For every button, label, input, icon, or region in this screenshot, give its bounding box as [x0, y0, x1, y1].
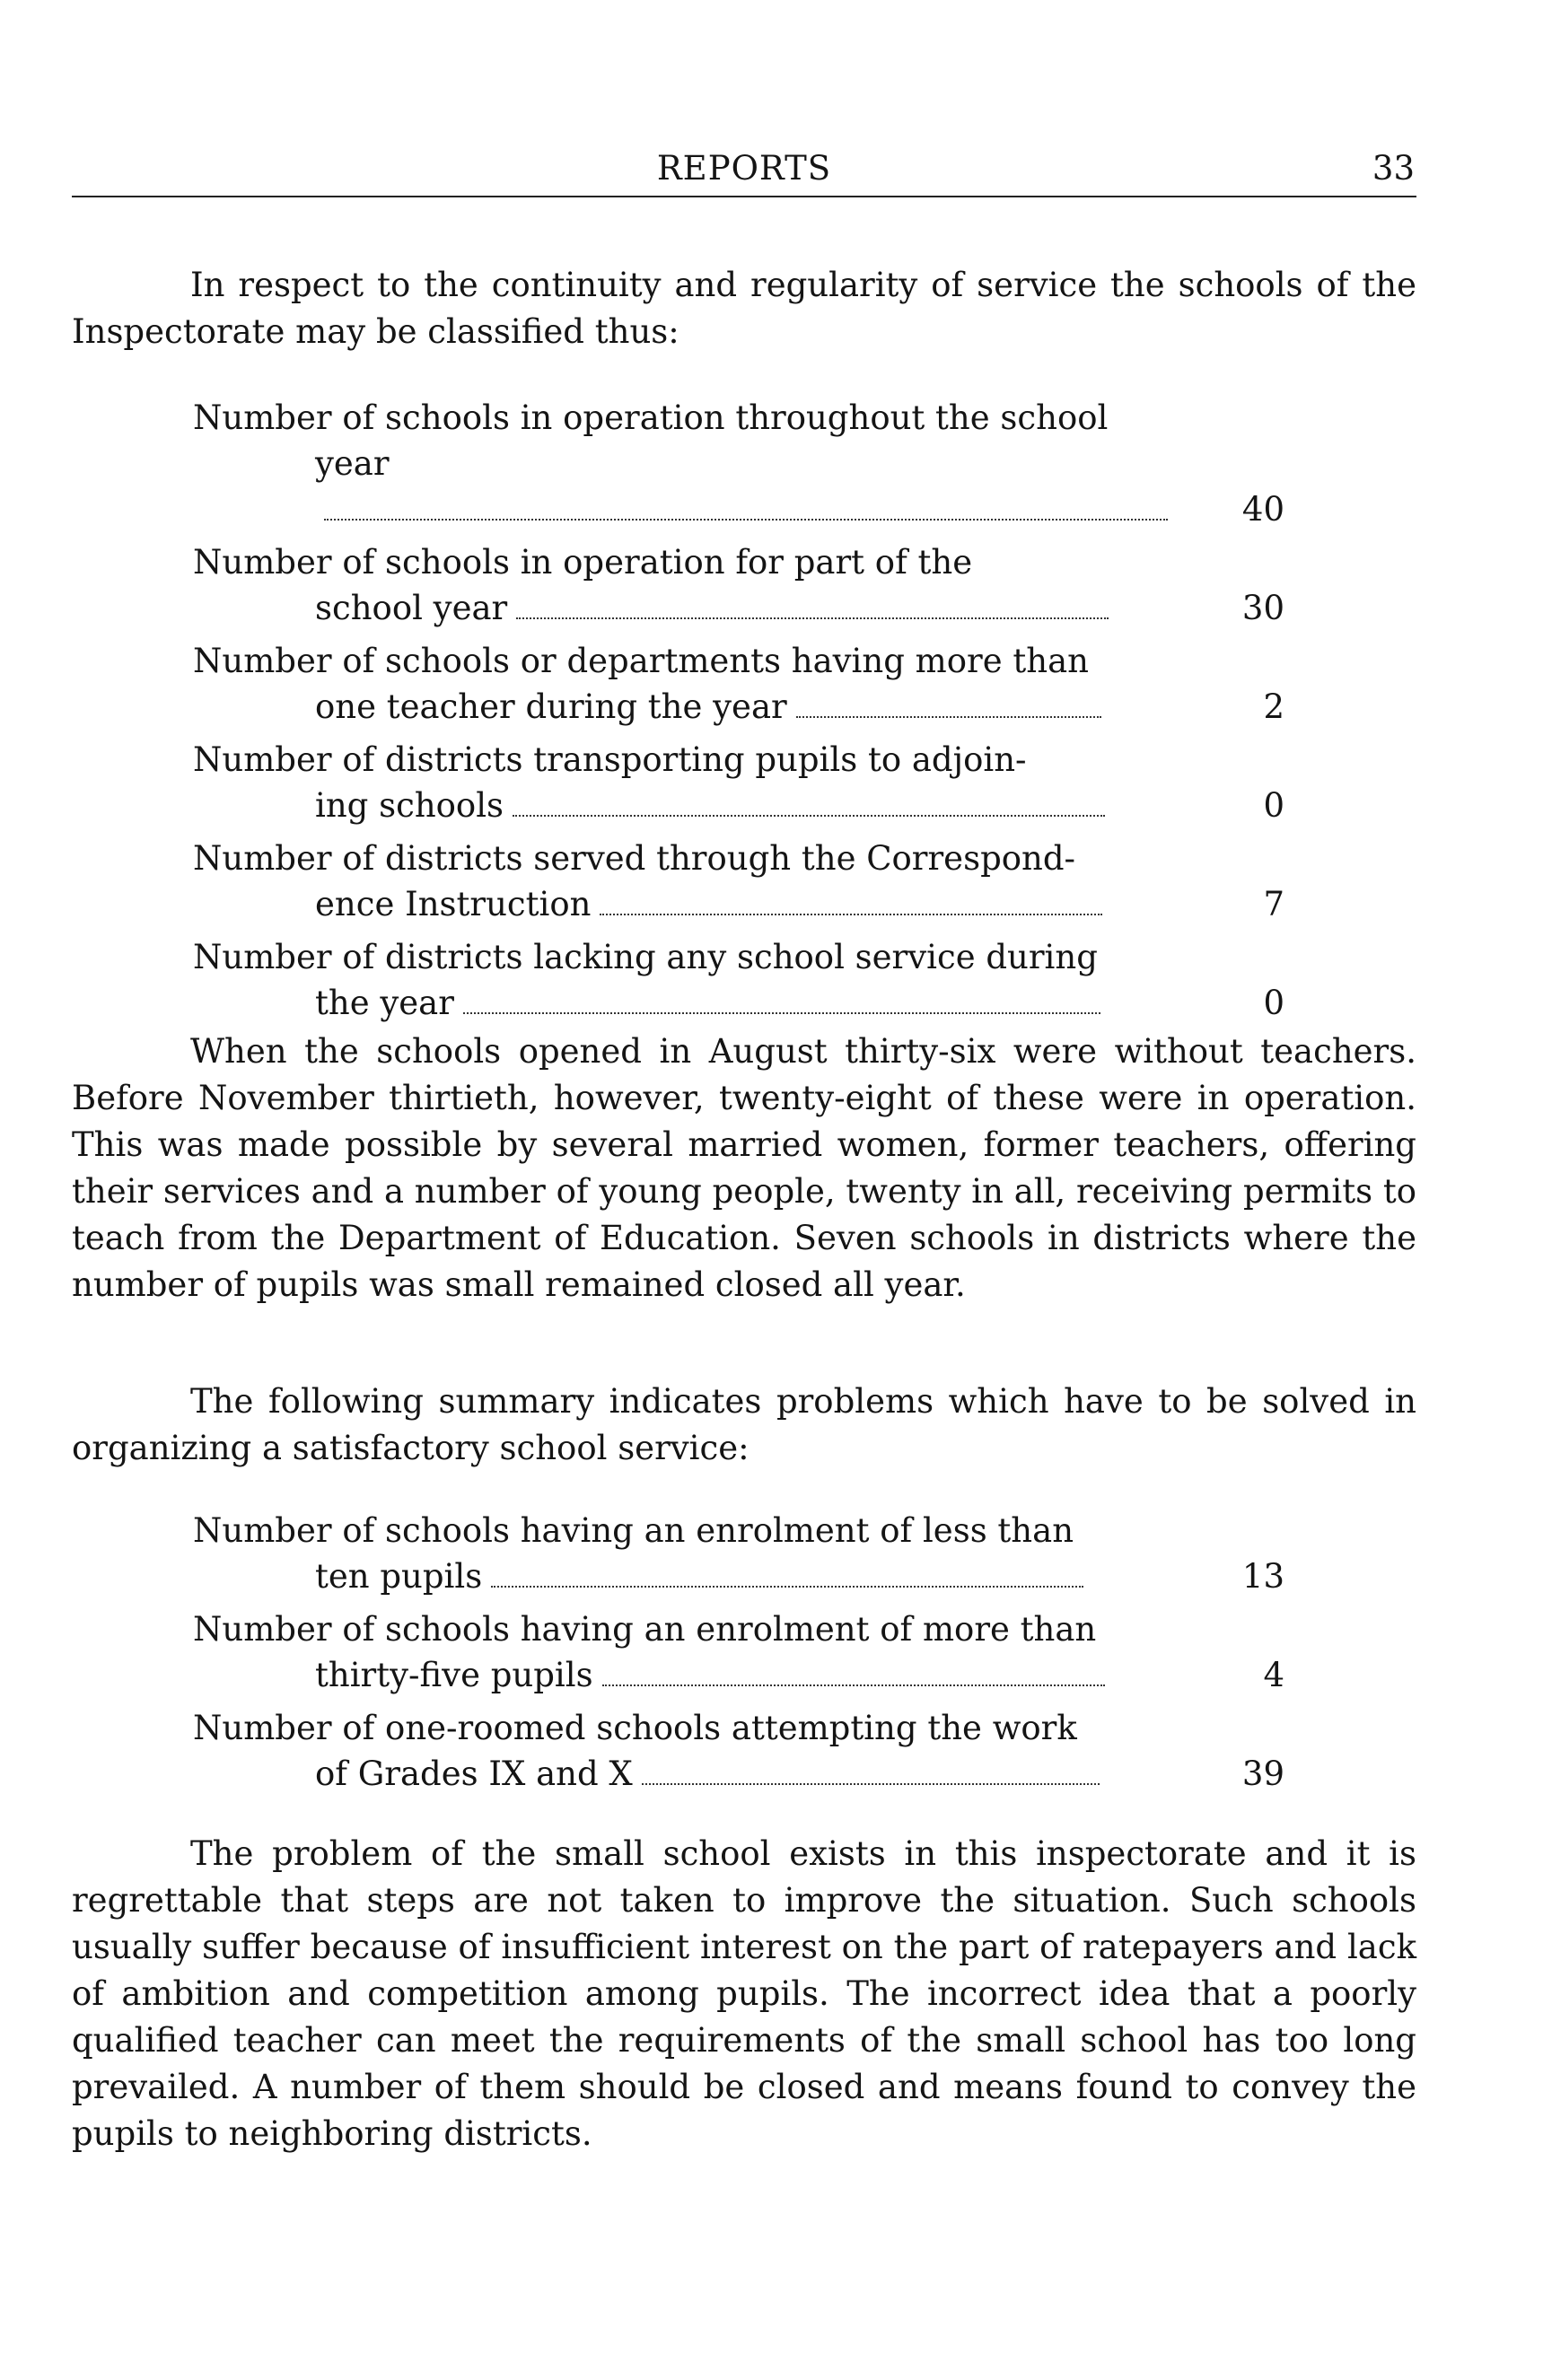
stat-label: Number of schools in operation for part of the: [193, 543, 973, 582]
stat-value: 39: [1241, 1754, 1284, 1793]
intro-paragraph: In respect to the continuity and regularity of service the schools of the Inspectorate may be classified thus:: [72, 266, 1416, 351]
leader-dots: [600, 914, 1102, 915]
stat-label: Number of schools having an enrolment of less than: [193, 1511, 1074, 1550]
stat-row: [193, 395, 1284, 532]
stat-row: [193, 1508, 1284, 1599]
stat-label: Number of schools in operation throughout the school: [193, 398, 1109, 437]
stat-value: 0: [1263, 984, 1284, 1022]
leader-dots: [642, 1783, 1100, 1785]
stat-label-cont: year: [315, 444, 390, 483]
service-stats-list: [193, 395, 1284, 1026]
stat-label: Number of districts transporting pupils to adjoin-: [193, 740, 1027, 779]
stat-label-cont: ence Instruction: [315, 885, 592, 923]
stat-value: 4: [1263, 1656, 1284, 1694]
leader-dots: [513, 815, 1105, 817]
stat-row: [193, 1606, 1284, 1698]
stat-label: Number of schools or departments having more than: [193, 642, 1089, 680]
leader-dots: [602, 1684, 1105, 1686]
summary-intro-paragraph: The following summary indicates problems which have to be solved in organizing a satisfactory school service:: [72, 1382, 1416, 1467]
stat-value: 2: [1263, 687, 1284, 726]
stat-label: Number of districts served through the Correspond-: [193, 839, 1076, 878]
stat-value: 40: [1241, 490, 1284, 529]
stat-label-cont: thirty-five pupils: [315, 1656, 593, 1694]
stat-label-cont: ing schools: [315, 786, 504, 825]
stat-label: Number of schools having an enrolment of more than: [193, 1610, 1097, 1649]
leader-dots: [463, 1012, 1100, 1014]
stat-row: [193, 1705, 1284, 1797]
stat-label: Number of one-roomed schools attempting the work: [193, 1709, 1077, 1747]
header-title: REPORTS: [656, 149, 832, 188]
stat-label-cont: of Grades IX and X: [315, 1754, 633, 1793]
leader-dots: [796, 716, 1101, 718]
leader-dots: [491, 1586, 1083, 1588]
running-header: [72, 144, 1416, 197]
stat-label-cont: one teacher during the year: [315, 687, 787, 726]
stat-label: Number of districts lacking any school service during: [193, 938, 1098, 976]
stat-label-cont: the year: [315, 984, 454, 1022]
stat-label-cont: school year: [315, 589, 508, 627]
leader-dots: [324, 519, 1168, 521]
staffing-paragraph: When the schools opened in August thirty-six were without teachers. Before November thirtieth, however, twenty-eight of these were in operation. This was made possible by several married women, former teachers, offering their services and a number of young people, twenty in all, receiving permits to teach from the Department of Education. Seven schools in districts where the number of pupils was small remained closed all year.: [72, 1032, 1416, 1304]
small-school-paragraph: The problem of the small school exists in this inspectorate and it is regrettable that steps are not taken to improve the situation. Such schools usually suffer because of insufficient interest on the part of ratepayers and lack of ambition and competition among pupils. The incorrect idea that a poorly qualified teacher can meet the requirements of the small school has too long prevailed. A number of them should be closed and means found to convey the pupils to neighboring districts.: [72, 1834, 1416, 2153]
stat-row: [193, 638, 1284, 730]
stat-label-cont: ten pupils: [315, 1557, 483, 1596]
stat-row: [193, 737, 1284, 828]
stat-row: [193, 934, 1284, 1026]
stat-value: 13: [1241, 1557, 1284, 1596]
problem-stats-list: [193, 1508, 1284, 1797]
stat-row: [193, 836, 1284, 927]
page-number: 33: [1372, 149, 1415, 188]
stat-value: 30: [1241, 589, 1284, 627]
stat-value: 7: [1263, 885, 1284, 923]
leader-dots: [516, 617, 1109, 619]
stat-row: [193, 539, 1284, 631]
stat-value: 0: [1263, 786, 1284, 825]
